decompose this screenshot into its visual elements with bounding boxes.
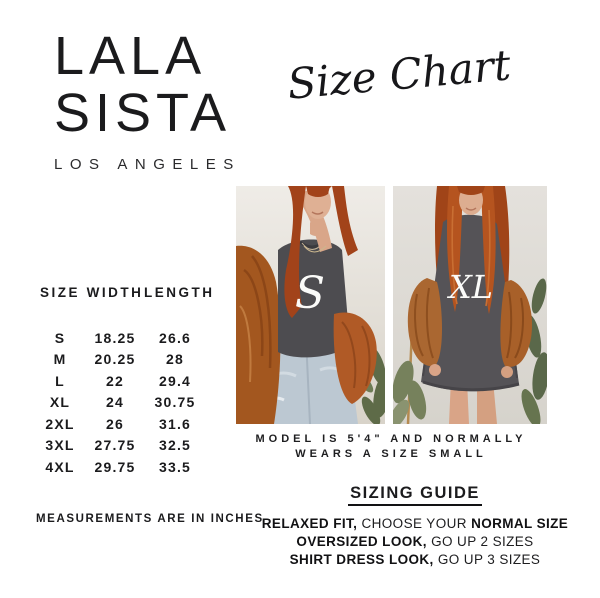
sizing-guide-line-shirtdress <box>248 551 582 569</box>
table-row <box>34 413 228 435</box>
size-label: 4XL <box>45 458 75 475</box>
width-value: 27.75 <box>94 437 136 454</box>
width-value: 22 <box>106 372 124 389</box>
width-value: 24 <box>106 394 124 411</box>
measurements-note: MEASUREMENTS ARE IN INCHES <box>36 513 264 525</box>
length-value: 26.6 <box>158 329 192 346</box>
shirt-letter-s: S <box>294 268 326 319</box>
guide-shirtdress-lead: SHIRT DRESS LOOK, <box>289 552 434 567</box>
page-title: Size Chart <box>285 40 513 109</box>
brand-logo <box>54 28 241 173</box>
size-label: L <box>55 372 65 389</box>
length-value: 31.6 <box>158 415 192 432</box>
size-table-header <box>34 285 228 300</box>
size-label: M <box>53 351 67 368</box>
sizing-guide <box>248 484 582 569</box>
guide-oversized-lead: OVERSIZED LOOK, <box>296 534 427 549</box>
guide-relaxed-lead: RELAXED FIT, <box>261 516 358 531</box>
length-value: 28 <box>166 351 184 368</box>
guide-relaxed-mid: CHOOSE YOUR <box>361 516 467 531</box>
shirt-letter-xl: XL <box>448 268 494 306</box>
width-value: 20.25 <box>94 351 136 368</box>
size-label: S <box>54 329 66 346</box>
length-value: 29.4 <box>158 372 192 389</box>
length-value: 32.5 <box>158 437 192 454</box>
brand-name-line1: LALA <box>54 26 207 86</box>
sizing-guide-line-oversized <box>248 533 582 551</box>
table-row <box>34 392 228 414</box>
table-row <box>34 327 228 349</box>
length-value: 33.5 <box>158 458 192 475</box>
width-value: 29.75 <box>94 458 136 475</box>
sizing-guide-heading: SIZING GUIDE <box>348 484 482 506</box>
table-row <box>34 370 228 392</box>
model-photo-small-illustration <box>236 186 385 424</box>
brand-subtitle: LOS ANGELES <box>54 156 241 173</box>
brand-name-line2: SISTA <box>54 83 232 143</box>
width-value: 26 <box>106 415 124 432</box>
length-value: 30.75 <box>154 394 196 411</box>
sizing-guide-line-relaxed <box>248 515 582 533</box>
model-photo-size-small <box>236 186 385 424</box>
size-table-body <box>34 327 228 478</box>
table-row <box>34 456 228 478</box>
model-caption <box>232 432 550 462</box>
column-header-length: LENGTH <box>144 285 215 300</box>
column-header-width: WIDTH <box>86 285 144 300</box>
guide-relaxed-tail: NORMAL SIZE <box>471 516 569 531</box>
model-photo-xl-illustration <box>393 186 547 424</box>
column-header-size: SIZE <box>39 285 80 300</box>
size-table <box>34 285 228 478</box>
table-row <box>34 435 228 457</box>
width-value: 18.25 <box>94 329 136 346</box>
sizing-guide-lines <box>248 515 582 569</box>
model-caption-line1: MODEL IS 5'4" AND NORMALLY <box>255 433 527 445</box>
guide-oversized-tail: GO UP 2 SIZES <box>431 534 534 549</box>
size-label: 3XL <box>45 437 75 454</box>
size-label: 2XL <box>45 415 75 432</box>
model-caption-line2: WEARS A SIZE SMALL <box>295 448 487 460</box>
guide-shirtdress-tail: GO UP 3 SIZES <box>437 552 541 567</box>
table-row <box>34 349 228 371</box>
size-label: XL <box>49 394 71 411</box>
model-photo-size-xl <box>393 186 547 424</box>
